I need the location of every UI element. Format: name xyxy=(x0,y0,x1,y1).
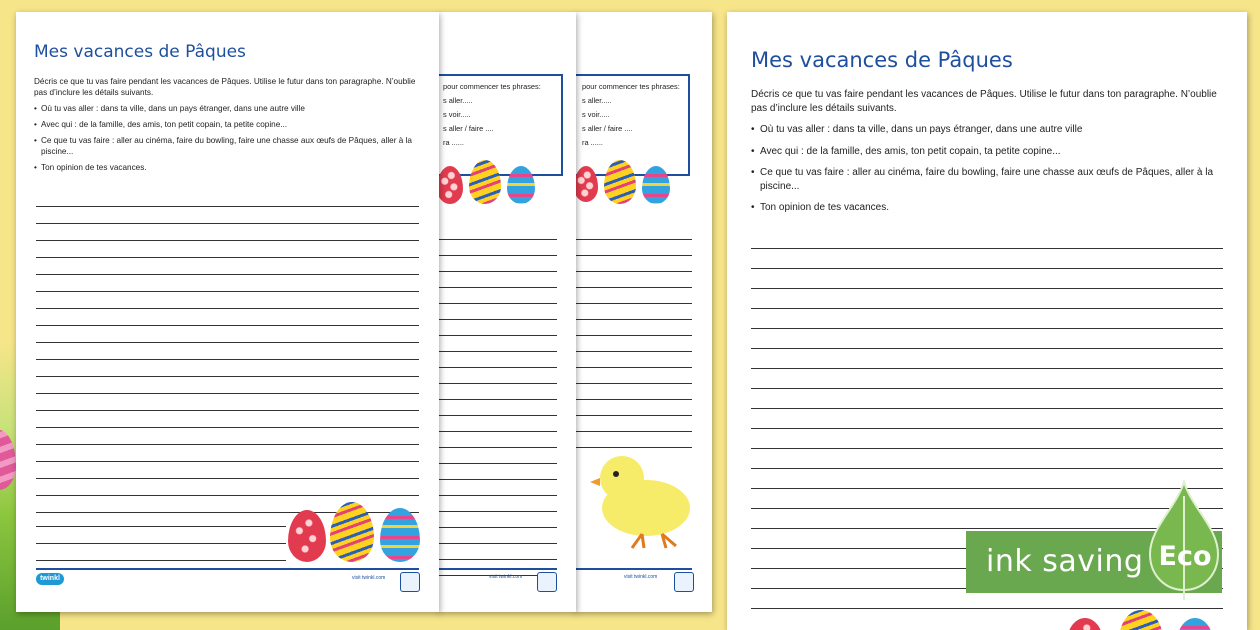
red-easter-egg-icon xyxy=(574,166,598,202)
intro-text: Décris ce que tu vas faire pendant les vacances de Pâques. Utilise le futur dans ton paragraphe. N’oublie pas d’inclure les détails suivants. xyxy=(34,77,416,97)
bullet-item: • Avec qui : de la famille, des amis, ton petit copain, ta petite copine... xyxy=(751,145,1227,159)
intro-text: Décris ce que tu vas faire pendant les vacances de Pâques. Utilise le futur dans ton paragraphe. N’oublie pas d’inclure les détails suivants. xyxy=(751,89,1217,114)
eco-droplet-icon xyxy=(1146,480,1222,600)
page-title: Mes vacances de Pâques xyxy=(34,42,246,62)
bullet-item: • Où tu vas aller : dans ta ville, dans un pays étranger, dans une autre ville xyxy=(34,103,422,114)
phrase-line: s voir..... xyxy=(443,110,471,119)
bullet-item: • Ce que tu vas faire : aller au cinéma, faire du bowling, faire une chasse aux œufs de Pâques, aller à la piscine... xyxy=(751,166,1227,193)
blue-easter-egg-icon xyxy=(380,508,420,562)
footer-visit-text: visit twinkl.com xyxy=(489,574,523,580)
phrase-line: s aller..... xyxy=(582,96,612,105)
eco-badge-label: Eco xyxy=(1158,541,1212,572)
red-easter-egg-icon xyxy=(288,510,326,562)
chick-icon xyxy=(584,448,700,552)
quality-badge-icon xyxy=(400,572,420,592)
phrase-line: pour commencer tes phrases: xyxy=(582,82,680,91)
phrase-line: s aller / faire .... xyxy=(582,124,633,133)
footer-bar xyxy=(574,568,692,570)
worksheet-page-front xyxy=(16,12,439,612)
footer-visit-text: visit twinkl.com xyxy=(352,575,386,581)
worksheet-instructions xyxy=(751,88,1227,223)
footer-bar xyxy=(437,568,557,570)
blue-easter-egg-icon xyxy=(507,166,535,204)
red-easter-egg-icon xyxy=(1067,618,1103,630)
bullet-item: • Ton opinion de tes vacances. xyxy=(34,162,422,173)
bullet-item: • Ton opinion de tes vacances. xyxy=(751,201,1227,215)
page-title: Mes vacances de Pâques xyxy=(751,48,1013,72)
bullet-item: • Où tu vas aller : dans ta ville, dans un pays étranger, dans une autre ville xyxy=(751,123,1227,137)
quality-badge-icon xyxy=(537,572,557,592)
phrase-line: ra ...... xyxy=(582,138,603,147)
phrase-box xyxy=(437,74,563,176)
worksheet-page-back-2 xyxy=(574,12,712,612)
worksheet-page-back-1 xyxy=(437,12,576,612)
worksheet-instructions xyxy=(34,76,422,178)
ink-saving-label: ink saving xyxy=(986,544,1144,579)
phrase-line: s aller..... xyxy=(443,96,473,105)
yellow-easter-egg-icon xyxy=(469,160,501,204)
twinkl-logo: twinkl xyxy=(36,573,64,585)
bullet-item: • Ce que tu vas faire : aller au cinéma, faire du bowling, faire une chasse aux œufs de Pâques, aller à la piscine... xyxy=(34,135,422,157)
writing-lines-short xyxy=(36,510,286,561)
blue-easter-egg-icon xyxy=(1177,618,1213,630)
phrase-box xyxy=(574,74,690,176)
footer-visit-text: visit twinkl.com xyxy=(624,574,658,580)
bullet-item: • Avec qui : de la famille, des amis, ton petit copain, ta petite copine... xyxy=(34,119,422,130)
phrase-line: s aller / faire .... xyxy=(443,124,494,133)
quality-badge-icon xyxy=(674,572,694,592)
phrase-line: pour commencer tes phrases: xyxy=(443,82,541,91)
writing-lines xyxy=(437,224,557,576)
writing-lines xyxy=(36,190,419,513)
writing-lines xyxy=(574,224,692,448)
yellow-easter-egg-icon xyxy=(604,160,636,204)
phrase-line: ra ...... xyxy=(443,138,464,147)
blue-easter-egg-icon xyxy=(642,166,670,204)
yellow-easter-egg-icon xyxy=(1119,610,1163,630)
footer-bar xyxy=(36,568,419,570)
phrase-line: s voir..... xyxy=(582,110,610,119)
red-easter-egg-icon xyxy=(437,166,463,204)
